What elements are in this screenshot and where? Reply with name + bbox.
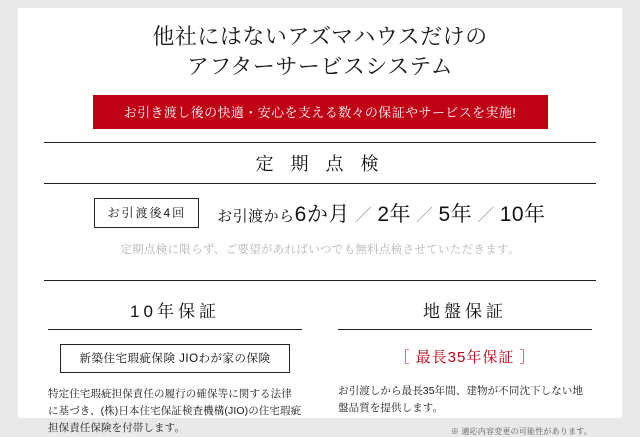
page-title [44,22,596,83]
headline-line-1: 他社にはないアズマハウスだけの [152,24,488,49]
ground-body-text: お引渡しから最長35年間、建物が不同沈下しない地盤品質を提供します。 [338,384,584,414]
inspection-term-2: 2年 [377,202,412,226]
ground-max-term-label: ［ 最長35年保証 ］ [394,348,536,366]
inspection-note: 定期点検に限らず、ご要望があればいつでも無料点検させていただきます。 [120,243,520,256]
inspection-separator-2: ／ [416,205,434,225]
inspection-term-3: 5年 [438,202,473,226]
column-title-10year: 10年保証 [130,301,220,321]
divider-under-ground-title [338,329,592,330]
highlight-banner: お引き渡し後の快適・安心を支える数々の保証やサービスを実施! [93,95,548,129]
flyer-content [18,8,622,437]
section-title-inspection: 定 期 点 検 [255,153,385,174]
divider-under-10year-title [48,329,302,330]
guarantee-column-ground [320,291,596,437]
inspection-term-4: 10年 [499,202,546,226]
column-title-ground: 地盤保証 [423,301,507,321]
flyer-page [18,8,622,436]
inspection-row [44,184,596,232]
guarantee-columns [44,291,596,437]
headline-line-2: アフターサービスシステム [186,54,454,80]
inspection-lead: お引渡から [217,207,295,225]
inspection-separator-3: ／ [477,205,495,225]
insurance-boxed-label: 新築住宅瑕疵保険 JIOわが家の保険 [60,344,290,373]
ground-footnote: ※ 適応内容変更の可能性があります。 [450,426,592,436]
inspection-schedule [217,198,545,228]
guarantee-column-10year [44,291,320,437]
10year-body-text: 特定住宅瑕疵担保責任の履行の確保等に関する法律に基づき、(株)日本住宅保証検査機構(JIO)の住宅瑕疵担保責任保険を付帯します。 [48,387,302,434]
inspection-separator-1: ／ [354,205,373,225]
inspection-term-1: 6か月 [294,202,350,226]
divider-bottom-section [44,280,596,281]
inspection-count-badge: お引渡後4回 [94,198,199,228]
